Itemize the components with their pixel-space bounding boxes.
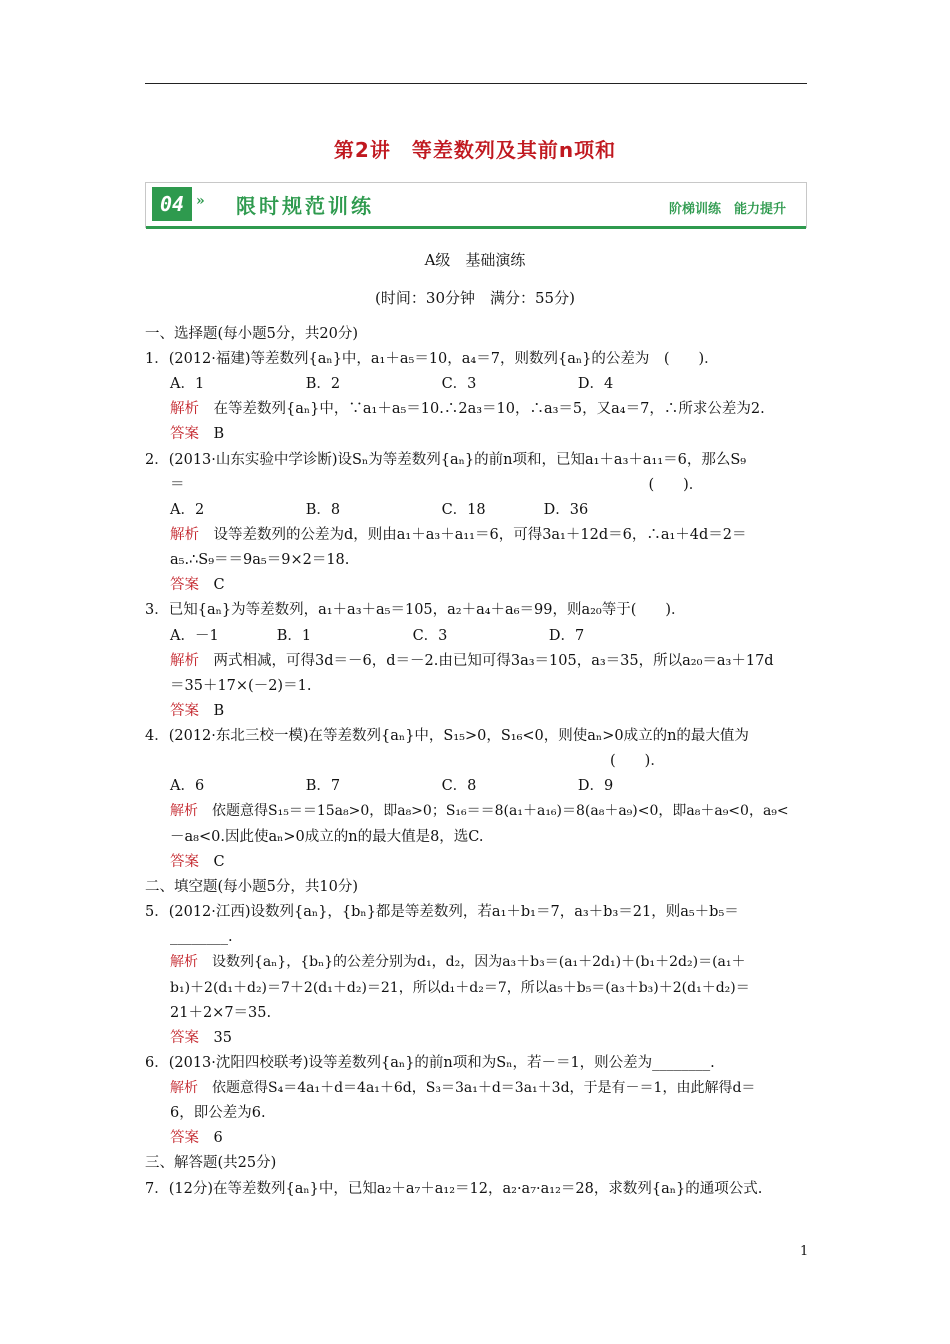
analysis-4: 解析 依题意得S₁₅＝＝15a₈>0，即a₈>0；S₁₆＝＝8(a₁＋a₁₆)＝8(a₈＋a₉)<0，即a₈＋a₉<0，a₉< [170,803,789,819]
analysis-5-cont: b₁)＋2(d₁＋d₂)＝7＋2(d₁＋d₂)＝21，所以d₁＋d₂＝7，所以a₅＋b₅＝(a₃＋b₃)＋2(d₁＋d₂)＝ [170,980,750,996]
question-7: 7．(12分)在等差数列{aₙ}中，已知a₂＋a₇＋a₁₂＝12，a₂·a₇·a₁₂＝28，求数列{aₙ}的通项公式. [145,1181,763,1197]
answer-1: 答案 B [170,426,225,442]
banner-arrow-icon: » [196,193,205,209]
options-1: A．1 B．2 C．3 D．4 [170,376,614,392]
analysis-6: 解析 依题意得S₄＝4a₁＋d＝4a₁＋6d，S₃＝3a₁＋d＝3a₁＋3d，于是有－＝1，由此解得d＝ [170,1080,756,1096]
answer-4: 答案 C [170,854,225,870]
answer-3: 答案 B [170,703,225,719]
question-5: 5．(2012·江西)设数列{aₙ}，{bₙ}都是等差数列，若a₁＋b₁＝7，a₃＋b₃＝21，则a₅＋b₅＝ [145,904,739,920]
question-6: 6．(2013·沈阳四校联考)设等差数列{aₙ}的前n项和为Sₙ，若－＝1，则公差为________. [145,1055,715,1071]
analysis-1: 解析 在等差数列{aₙ}中，∵a₁＋a₅＝10.∴2a₃＝10，∴a₃＝5，又a₄＝7，∴所求公差为2. [170,401,765,417]
analysis-2: 解析 设等差数列的公差为d，则由a₁＋a₃＋a₁₁＝6，可得3a₁＋12d＝6，∴a₁＋4d＝2＝ [170,527,747,543]
analysis-5-cont2: 21＋2×7＝35. [170,1005,272,1021]
question-1: 1．(2012·福建)等差数列{aₙ}中，a₁＋a₅＝10，a₄＝7，则数列{aₙ}的公差为 ( )． [145,351,719,367]
banner-underline [146,226,806,229]
question-4: 4．(2012·东北三校一模)在等差数列{aₙ}中，S₁₅>0，S₁₆<0，则使aₙ>0成立的n的最大值为 [145,728,749,744]
level-heading: A级 基础演练 [424,251,526,269]
options-4: A．6 B．7 C．8 D．9 [170,778,614,794]
options-2: A．2 B．8 C．18 D．36 [170,502,589,518]
options-3: A．－1 B．1 C．3 D．7 [170,628,585,644]
analysis-6-cont: 6，即公差为6. [170,1105,266,1121]
question-2: 2．(2013·山东实验中学诊断)设Sₙ为等差数列{aₙ}的前n项和，已知a₁＋a₃＋a₁₁＝6，那么S₉ [145,452,747,468]
banner-subtitle: 阶梯训练 能力提升 [668,202,786,217]
time-info: (时间：30分钟 满分：55分) [375,289,575,307]
banner-number: 04 [152,187,192,221]
top-rule [145,83,807,84]
content-line: 一、选择题(每小题5分，共20分) [145,326,358,342]
analysis-3-cont: ＝35＋17×(－2)＝1. [170,678,312,694]
answer-5: 答案 35 [170,1030,232,1046]
page-number: 1 [800,1244,809,1259]
answer-2: 答案 C [170,577,225,593]
analysis-5: 解析 设数列{aₙ}，{bₙ}的公差分别为d₁，d₂，因为a₃＋b₃＝(a₁＋2d₁)＋(b₁＋2d₂)＝(a₁＋ [170,954,746,970]
section-heading: 二、填空题(每小题5分，共10分) [145,879,358,895]
analysis-3: 解析 两式相减，可得3d＝－6，d＝－2.由已知可得3a₃＝105，a₃＝35，所以a₂₀＝a₃＋17d [170,653,774,669]
question-4-cont: ( )． [610,753,665,769]
question-2-cont: ＝ ( )． [170,477,704,493]
analysis-2-cont: a₅.∴S₉＝＝9a₅＝9×2＝18. [170,552,350,568]
analysis-4-cont: －a₈<0.因此使aₙ>0成立的n的最大值是8，选C. [170,829,484,845]
banner-title: 限时规范训练 [236,194,374,218]
section-heading: 三、解答题(共25分) [145,1155,277,1171]
question-5-cont: ________. [170,929,233,945]
section-banner [145,182,807,228]
question-3: 3．已知{aₙ}为等差数列，a₁＋a₃＋a₅＝105，a₂＋a₄＋a₆＝99，则a₂₀等于( )． [145,602,686,618]
answer-6: 答案 6 [170,1130,223,1146]
page-title: 第2讲 等差数列及其前n项和 [333,138,617,162]
